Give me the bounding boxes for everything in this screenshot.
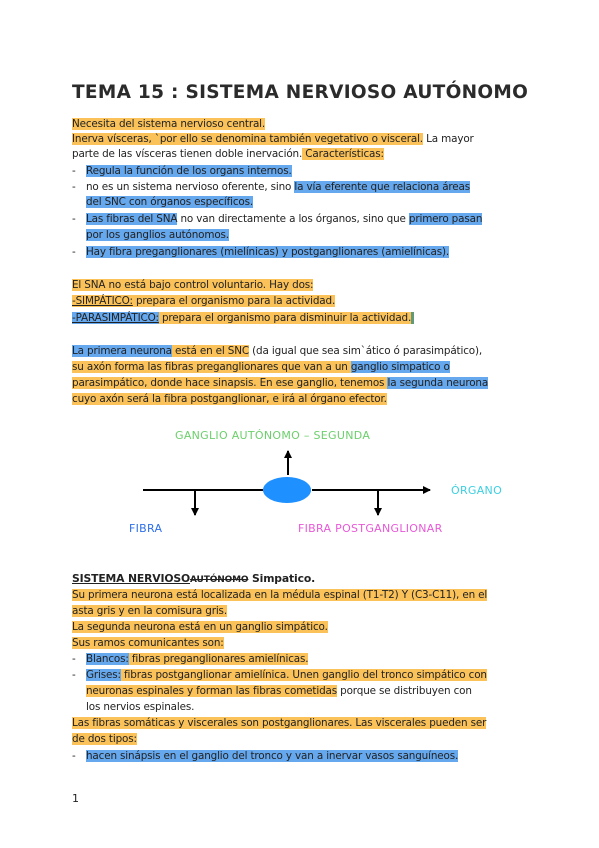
bullet-2-cont: del SNC con órganos específicos. bbox=[86, 196, 254, 208]
control-simpatico: -SIMPÁTICO: prepara el organismo para la actividad. bbox=[72, 295, 336, 307]
bullet-2: no es un sistema nervioso oferente, sino la vía eferente que relaciona áreas bbox=[86, 181, 471, 193]
simpatico-line-4: Sus ramos comunicantes son: bbox=[72, 637, 224, 649]
page-title: TEMA 15 : SISTEMA NERVIOSO AUTÓNOMO bbox=[72, 82, 529, 103]
neuron-line-4: cuyo axón será la fibra postganglionar, e irá al órgano efector. bbox=[72, 393, 387, 405]
bullet-dash: - bbox=[72, 246, 76, 258]
simpatico-line-5: Las fibras somáticas y viscerales son postganglionares. Las viscerales pueden ser bbox=[72, 717, 487, 729]
bullet-dash: - bbox=[72, 669, 76, 681]
diagram-label-fibra: FIBRA bbox=[129, 522, 163, 535]
intro-line-2: Inerva vísceras, `por ello se denomina también vegetativo o visceral. La mayor bbox=[72, 133, 474, 145]
bullet-1: Regula la función de los organs internos. bbox=[86, 165, 292, 177]
bullet-grises-cont: neuronas espinales y forman las fibras cometidas porque se distribuyen con bbox=[86, 685, 472, 697]
bullet-grises: Grises: fibras postganglionar amielínica. Unen ganglio del tronco simpático con bbox=[86, 669, 487, 681]
simpatico-line-1: Su primera neurona está localizada en la médula espinal (T1-T2) Y (C3-C11), en el bbox=[72, 589, 488, 601]
page-number: 1 bbox=[72, 792, 79, 805]
bullet-grises-cont-2: los nervios espinales. bbox=[86, 701, 195, 713]
bullet-3: Las fibras del SNA no van directamente a los órganos, sino que primero pasan bbox=[86, 213, 483, 225]
diagram-label-fibra-postganglionar: FIBRA POSTGANGLIONAR bbox=[298, 522, 443, 535]
bullet-4: Hay fibra preganglionares (mielínicas) y postganglionares (amielínicas). bbox=[86, 246, 450, 258]
bullet-somaticas: hacen sinápsis en el ganglio del tronco y van a inervar vasos sanguíneos. bbox=[86, 750, 459, 762]
diagram-label-organo: ÓRGANO bbox=[451, 484, 503, 497]
ganglion-node bbox=[263, 477, 311, 503]
control-parasimpatico: -PARASIMPÁTICO: prepara el organismo para disminuir la actividad. bbox=[72, 311, 414, 326]
bullet-dash: - bbox=[72, 181, 76, 193]
control-line-1: El SNA no está bajo control voluntario. Hay dos: bbox=[72, 279, 314, 291]
bullet-dash: - bbox=[72, 213, 76, 225]
bullet-blancos: Blancos: fibras preganglionares amielínicas. bbox=[86, 653, 309, 665]
intro-line-1: Necesita del sistema nervioso central. bbox=[72, 118, 266, 130]
neuron-line-2: su axón forma las fibras preganglionares que van a un ganglio simpatico o bbox=[72, 361, 450, 373]
bullet-3-cont: por los ganglios autónomos. bbox=[86, 229, 229, 241]
bullet-dash: - bbox=[72, 653, 76, 665]
simpatico-line-3: La segunda neurona está en un ganglio simpático. bbox=[72, 621, 328, 633]
neuron-line-1: La primera neurona está en el SNC (da igual que sea sim`ático ó parasimpático), bbox=[72, 345, 483, 357]
intro-line-3: parte de las vísceras tienen doble inervación. Características: bbox=[72, 148, 384, 160]
simpatico-line-6: de dos tipos: bbox=[72, 733, 137, 745]
neuron-line-3: parasimpático, donde hace sinapsis. En ese ganglio, tenemos la segunda neurona bbox=[72, 377, 489, 389]
section-heading-simpatico: SISTEMA NERVIOSOAUTÓNOMO Simpatico. bbox=[72, 572, 316, 585]
simpatico-line-2: asta gris y en la comisura gris. bbox=[72, 605, 227, 617]
bullet-dash: - bbox=[72, 750, 76, 762]
bullet-dash: - bbox=[72, 165, 76, 177]
diagram-label-ganglio: GANGLIO AUTÓNOMO – SEGUNDA bbox=[175, 429, 371, 442]
